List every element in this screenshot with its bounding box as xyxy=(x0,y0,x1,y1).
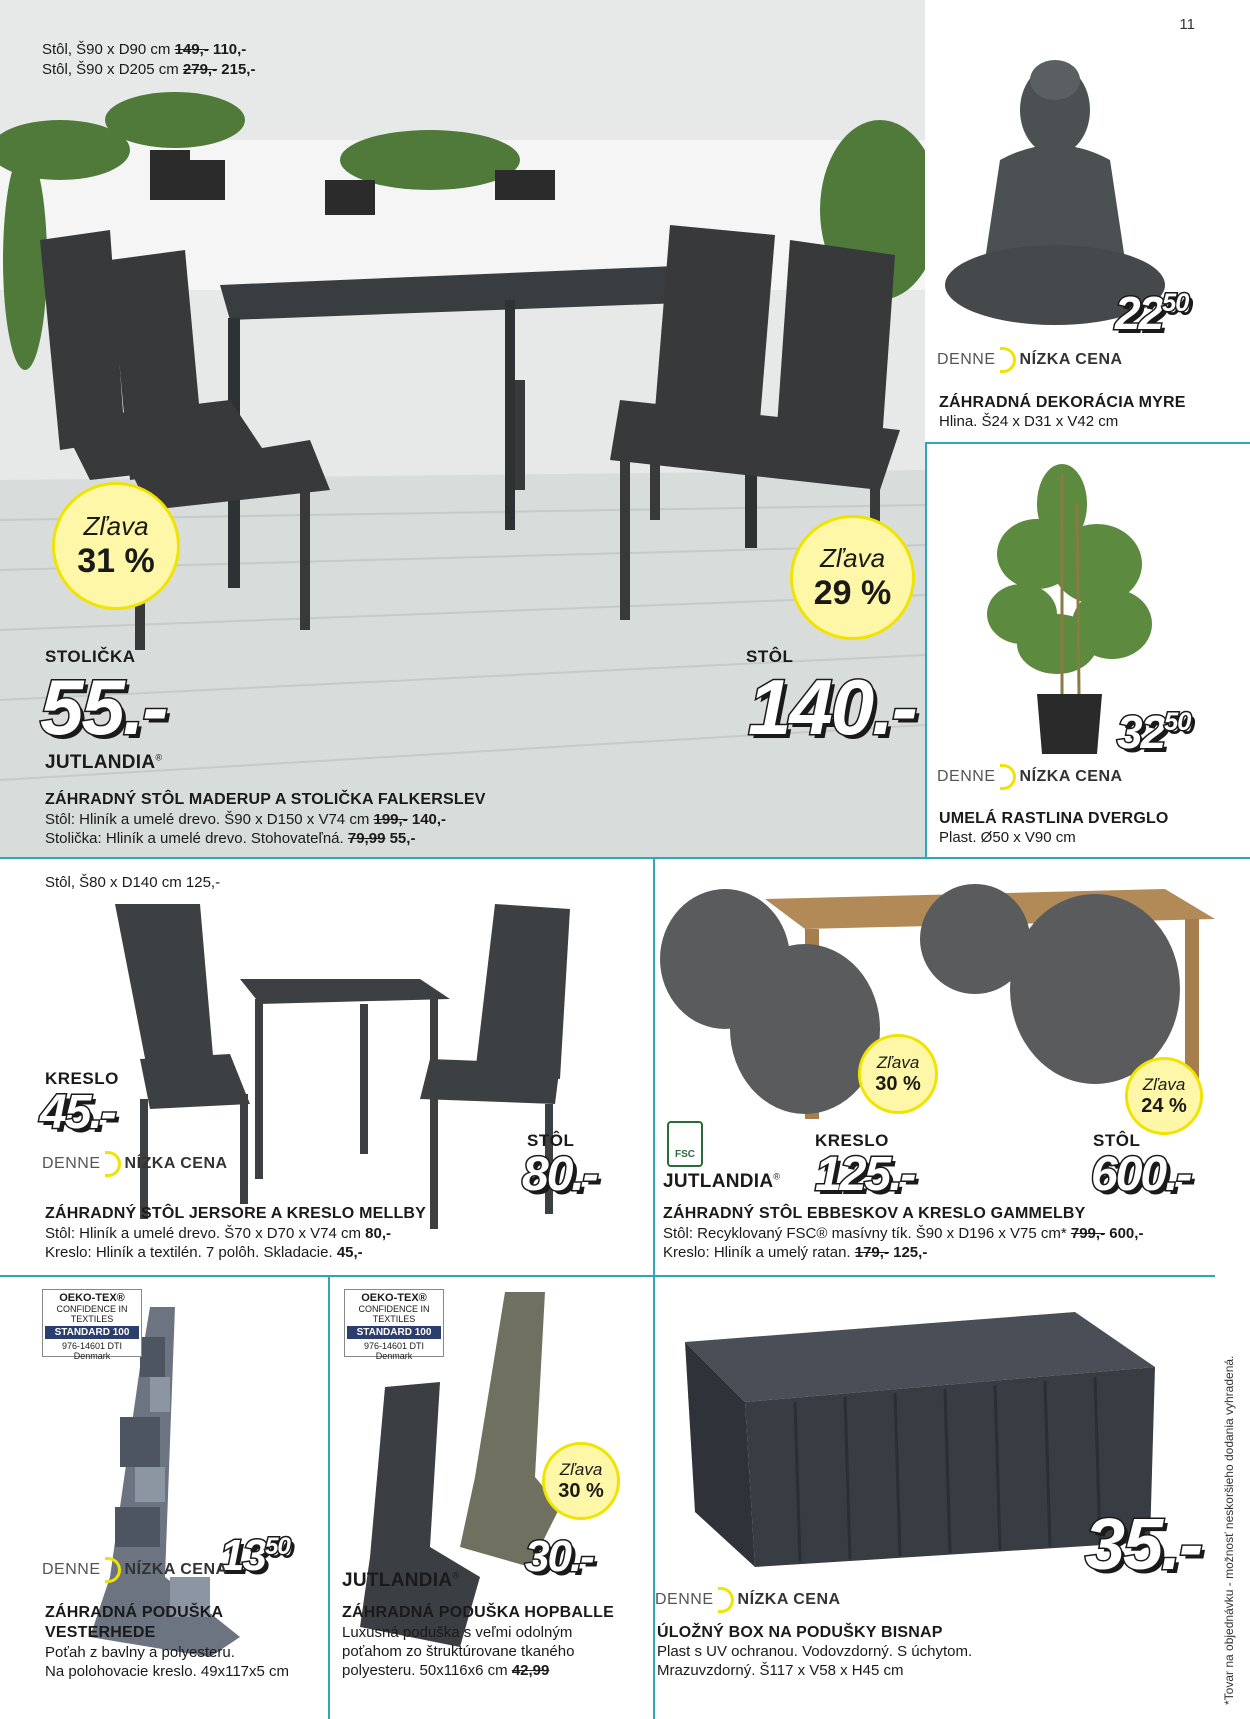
product-desc: Luxusná poduška s veľmi odolným xyxy=(342,1624,573,1641)
footnote: *Tovar na objednávku - možnosť neskoršieho dodania vyhradená. xyxy=(1222,1355,1236,1705)
myre-panel xyxy=(925,0,1250,442)
chair-price: 45.- xyxy=(40,1086,115,1139)
fsc-logo: FSC xyxy=(667,1121,703,1167)
product-desc: poťahom zo štruktúrovane tkaného xyxy=(342,1643,575,1660)
badge-line2: 30 % xyxy=(558,1479,604,1502)
badge-line2: 31 % xyxy=(77,542,155,580)
dverglo-price: $32^{50}$ xyxy=(1117,706,1191,758)
product-line: Kreslo: Hliník a textilén. 7 polôh. Skladacie. 45,- xyxy=(45,1244,363,1261)
product-title: ZÁHRADNÝ STÔL JERSORE A KRESLO MELLBY xyxy=(45,1205,427,1222)
discount-badge xyxy=(52,482,180,610)
product-desc: Hlina. Š24 x D31 x V42 cm xyxy=(939,413,1119,430)
table-price: 600.- xyxy=(1091,1148,1191,1201)
product-line: Stôl: Recyklovaný FSC® masívny tík. Š90 x D196 x V75 cm* 799,- 600,- xyxy=(663,1225,1144,1242)
denne-nizka-cena-logo: DENNE NÍZKA CENA xyxy=(655,1587,841,1613)
product-line: Kreslo: Hliník a umelý ratan. 179,- 125,- xyxy=(663,1244,928,1261)
table-label: STÔL xyxy=(1093,1131,1141,1150)
variant-line: Stôl, Š80 x D140 cm 125,- xyxy=(45,874,221,891)
badge-line1: Zľava xyxy=(559,1459,603,1479)
denne-nizka-cena-logo: DENNE NÍZKA CENA xyxy=(42,1151,228,1177)
table-label: STÔL xyxy=(746,647,794,666)
hopballe-panel xyxy=(330,1277,653,1719)
badge-line1: Zľava xyxy=(819,542,886,573)
product-desc: Na polohovacie kreslo. 49x117x5 cm xyxy=(45,1663,290,1680)
oeko-tex-label: OEKO-TEX® CONFIDENCE IN TEXTILES STANDARD 100 976-14601 DTI Denmark xyxy=(344,1289,444,1357)
jersore-panel xyxy=(0,859,653,1275)
denne-nizka-cena-logo: DENNE NÍZKA CENA xyxy=(42,1557,228,1583)
badge-line2: 30 % xyxy=(875,1072,921,1095)
product-title: ÚLOŽNÝ BOX NA PODUŠKY BISNAP xyxy=(657,1624,943,1641)
product-desc: Plast. Ø50 x V90 cm xyxy=(939,829,1076,846)
chair-label: KRESLO xyxy=(815,1131,889,1150)
table-price: 80.- xyxy=(522,1148,597,1201)
hero-panel xyxy=(0,0,925,857)
hero-variant-1: Stôl, Š90 x D90 cm 149,- 110,- xyxy=(42,41,247,58)
vesterhede-price: $13^{50}$ xyxy=(220,1531,290,1580)
product-line: Stôl: Hliník a umelé drevo. Š70 x D70 x V74 cm 80,- xyxy=(45,1225,392,1242)
badge-line2: 24 % xyxy=(1141,1094,1187,1117)
buddha-statue-photo xyxy=(925,0,1250,442)
product-line: Stolička: Hliník a umelé drevo. Stohovateľná. 79,99 55,- xyxy=(45,830,416,847)
denne-nizka-cena-logo: DENNE NÍZKA CENA xyxy=(937,764,1123,790)
hopballe-price: 30.- xyxy=(525,1532,593,1581)
bisnap-price: 35.- xyxy=(1085,1505,1202,1585)
product-title: ZÁHRADNÁ PODUŠKA xyxy=(45,1604,224,1621)
product-desc: Plast s UV ochranou. Vodovzdorný. S úchytom. xyxy=(657,1643,973,1660)
brand-jutlandia: JUTLANDIA® xyxy=(663,1171,781,1192)
chair-price: 55.- xyxy=(40,663,167,751)
table-price: 140.- xyxy=(748,663,916,751)
product-title: ZÁHRADNÁ DEKORÁCIA MYRE xyxy=(939,394,1186,411)
dverglo-panel xyxy=(927,444,1250,857)
product-desc: polyesteru. 50x116x6 cm 42,99 xyxy=(342,1662,550,1679)
product-title: UMELÁ RASTLINA DVERGLO xyxy=(939,810,1169,827)
oeko-tex-label: OEKO-TEX® CONFIDENCE IN TEXTILES STANDARD 100 976-14601 DTI Denmark xyxy=(42,1289,142,1357)
product-title: ZÁHRADNÁ PODUŠKA HOPBALLE xyxy=(342,1604,614,1621)
badge-line1: Zľava xyxy=(1142,1074,1186,1094)
page-number: 11 xyxy=(1179,16,1195,33)
product-title: VESTERHEDE xyxy=(45,1624,156,1641)
vesterhede-panel xyxy=(0,1277,328,1719)
brand-jutlandia: JUTLANDIA® xyxy=(342,1570,460,1591)
myre-price: $22^{50}$ xyxy=(1115,287,1189,339)
product-title: ZÁHRADNÝ STÔL EBBESKOV A KRESLO GAMMELBY xyxy=(663,1205,1086,1222)
chair-price: 125.- xyxy=(815,1148,915,1201)
product-line: Stôl: Hliník a umelé drevo. Š90 x D150 x V74 cm 199,- 140,- xyxy=(45,811,447,828)
badge-line2: 29 % xyxy=(813,573,892,612)
bamboo-plant-photo xyxy=(927,444,1250,857)
hero-variant-2: Stôl, Š90 x D205 cm 279,- 215,- xyxy=(42,61,256,78)
denne-nizka-cena-logo: DENNE NÍZKA CENA xyxy=(937,347,1123,373)
table-label: STÔL xyxy=(527,1131,575,1150)
product-desc: Poťah z bavlny a polyesteru. xyxy=(45,1644,235,1661)
product-title: ZÁHRADNÝ STÔL MADERUP A STOLIČKA FALKERSLEV xyxy=(45,791,486,808)
ebbeskov-panel xyxy=(655,859,1250,1275)
discount-badge xyxy=(858,1034,938,1114)
discount-badge xyxy=(542,1442,620,1520)
discount-badge xyxy=(1125,1057,1203,1135)
discount-badge xyxy=(790,515,915,640)
chair-label: KRESLO xyxy=(45,1069,119,1088)
brand-jutlandia: JUTLANDIA® xyxy=(45,752,163,773)
badge-line1: Zľava xyxy=(876,1052,920,1072)
bisnap-panel xyxy=(655,1277,1215,1719)
badge-line1: Zľava xyxy=(83,511,149,541)
chair-label: STOLIČKA xyxy=(45,647,136,666)
product-desc: Mrazuvzdorný. Š117 x V58 x H45 cm xyxy=(657,1662,904,1679)
